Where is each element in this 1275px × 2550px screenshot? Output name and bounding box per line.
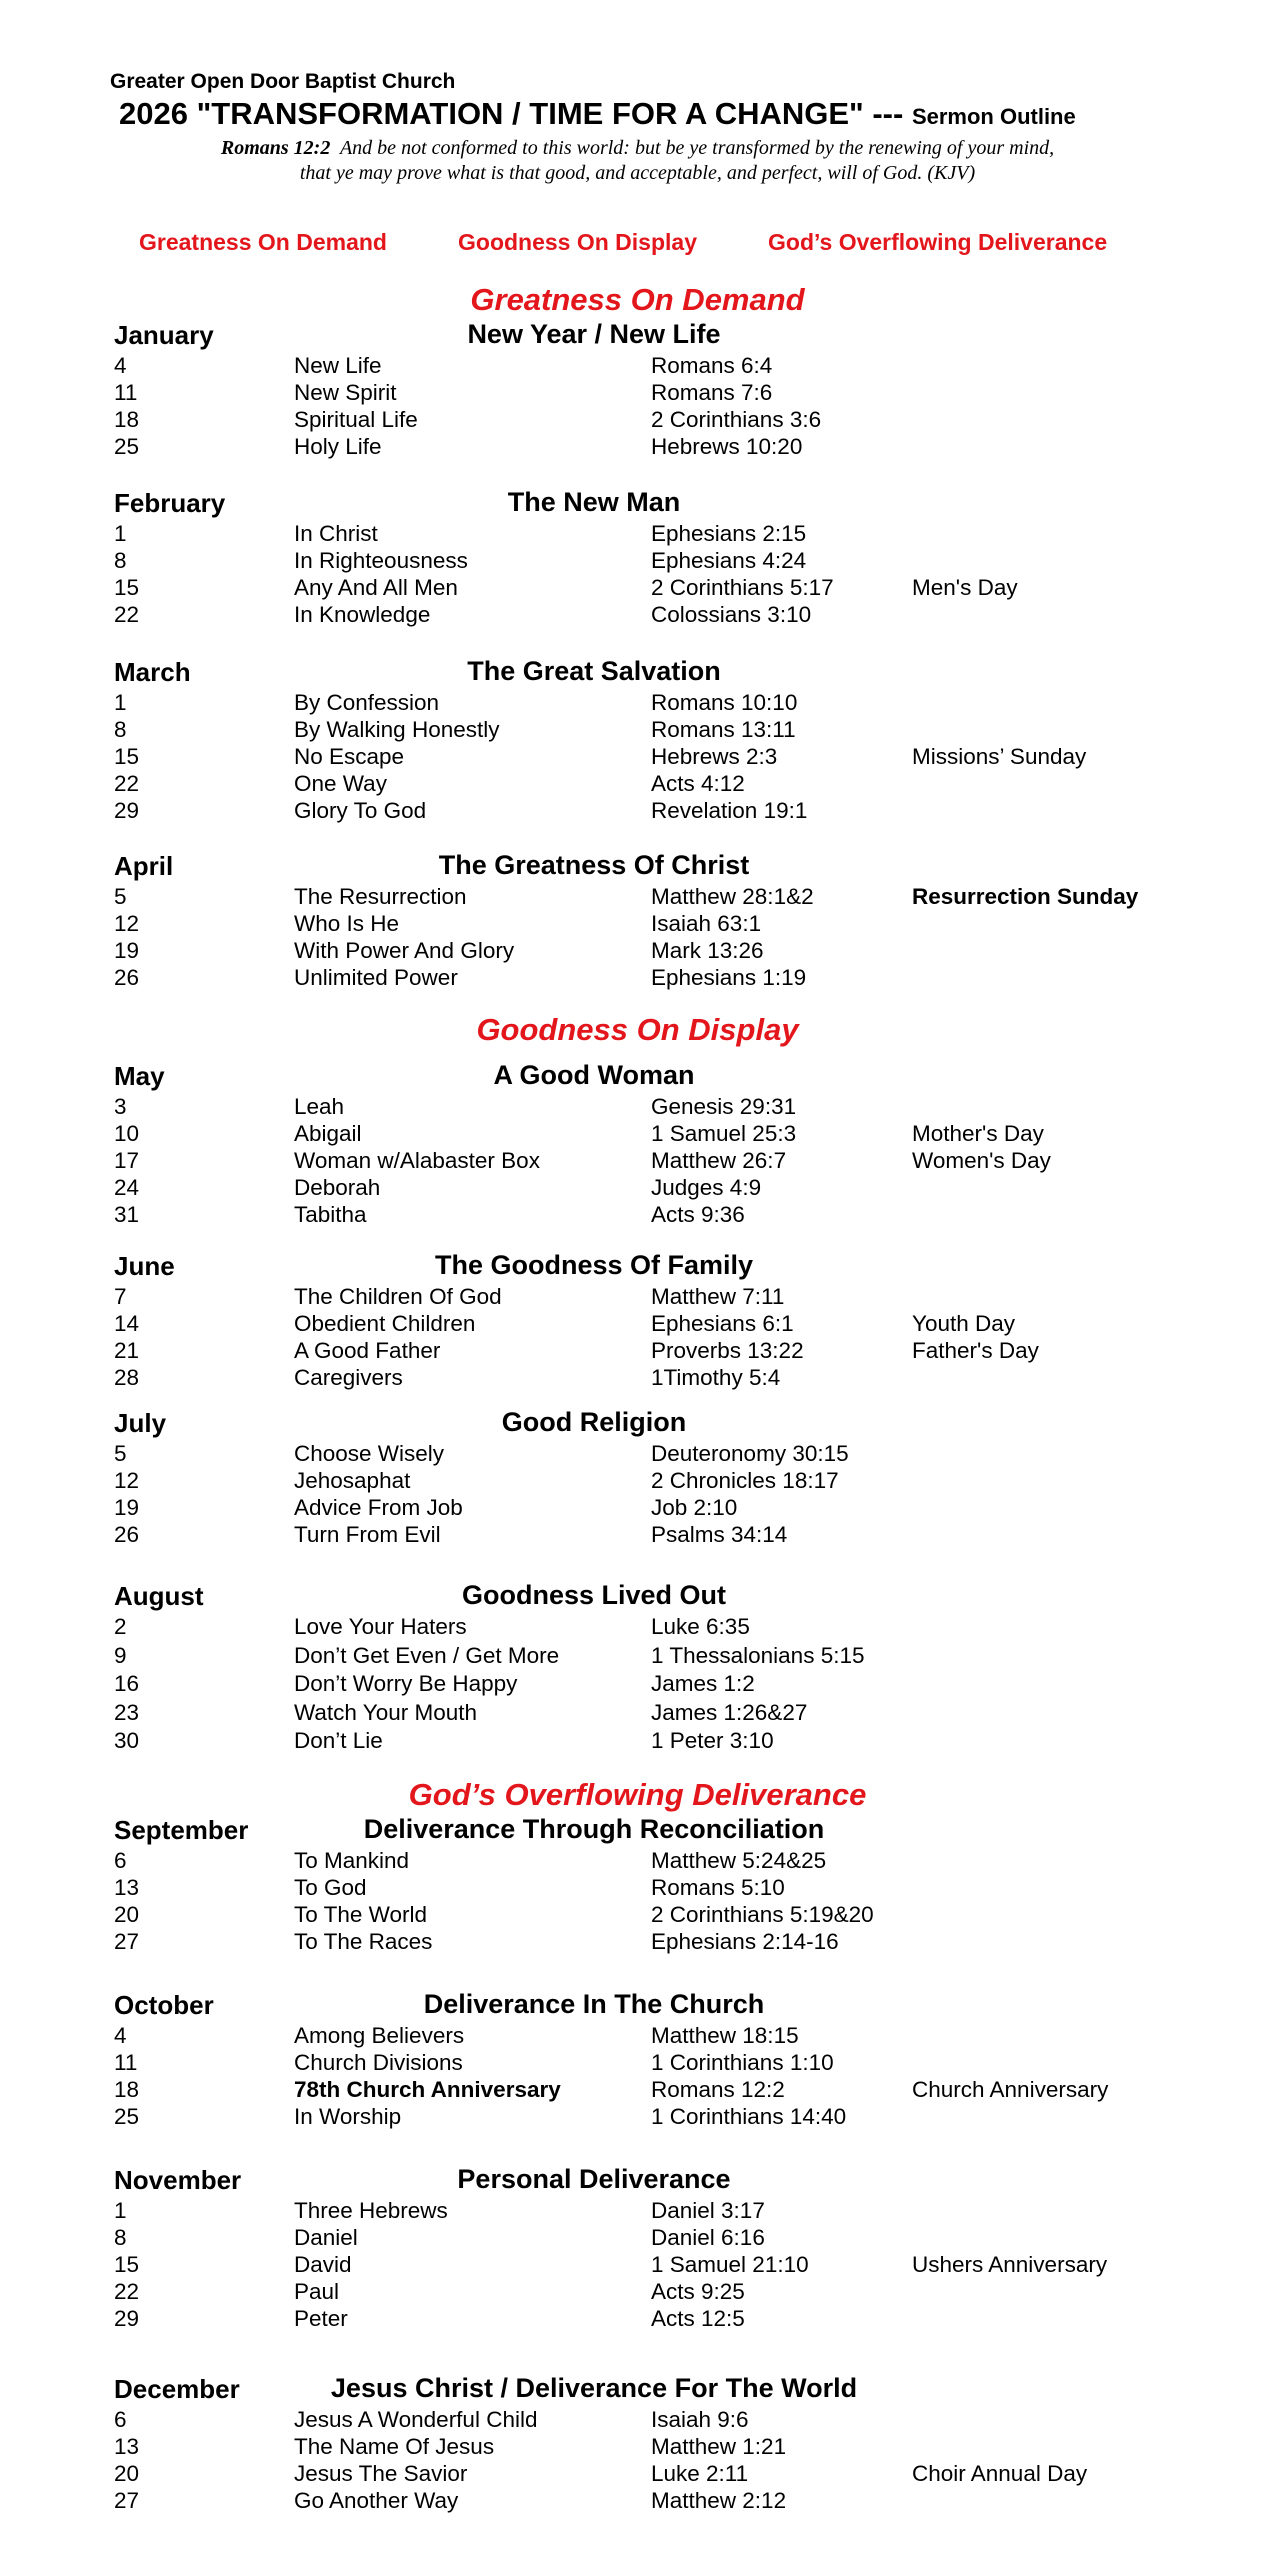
sermon-row	[0, 2049, 1275, 2076]
sermon-date: 10	[114, 1121, 140, 1146]
sermon-date: 15	[114, 575, 140, 600]
sermon-date: 4	[114, 2023, 127, 2048]
sermon-date: 6	[114, 1848, 127, 1873]
sermon-note: Women's Day	[912, 1148, 1051, 1173]
sermon-date: 26	[114, 1522, 140, 1547]
sermon-note: Father's Day	[912, 1338, 1039, 1363]
month-name: October	[114, 1990, 214, 2020]
sermon-date: 12	[114, 1468, 140, 1493]
sermon-date: 15	[114, 2252, 140, 2277]
sermon-date: 13	[114, 1875, 140, 1900]
sermon-row	[0, 2305, 1275, 2332]
sermon-topic: One Way	[294, 771, 387, 796]
sermon-date: 22	[114, 2279, 140, 2304]
sermon-date: 4	[114, 353, 127, 378]
sermon-scripture: 1 Peter 3:10	[651, 1728, 774, 1753]
sermon-scripture: Judges 4:9	[651, 1175, 762, 1200]
sermon-scripture: Deuteronomy 30:15	[651, 1441, 849, 1466]
sermon-topic: In Knowledge	[294, 602, 431, 627]
sermon-date: 15	[114, 744, 140, 769]
month-name: April	[114, 851, 174, 881]
sermon-date: 20	[114, 1902, 140, 1927]
sermon-row	[0, 1364, 1275, 1391]
sermon-date: 27	[114, 2488, 140, 2513]
sermon-scripture: Acts 9:25	[651, 2279, 745, 2304]
sermon-date: 30	[114, 1728, 140, 1753]
sermon-topic: Who Is He	[294, 911, 400, 936]
sermon-date: 22	[114, 771, 140, 796]
sermon-date: 8	[114, 2225, 127, 2250]
sermon-row	[0, 1670, 1275, 1697]
sermon-topic: Leah	[294, 1094, 345, 1119]
sermon-note: Ushers Anniversary	[912, 2252, 1108, 2277]
sermon-topic: Among Believers	[294, 2023, 465, 2048]
sermon-row	[0, 1310, 1275, 1337]
sermon-scripture: 2 Corinthians 5:17	[651, 575, 834, 600]
month-name: June	[114, 1251, 175, 1281]
sermon-scripture: Acts 9:36	[651, 1202, 745, 1227]
sermon-scripture: Mark 13:26	[651, 938, 764, 963]
sermon-scripture: 1 Samuel 25:3	[651, 1121, 797, 1146]
sermon-date: 29	[114, 2306, 140, 2331]
sermon-row	[0, 1440, 1275, 1467]
sermon-topic: Obedient Children	[294, 1311, 476, 1336]
sermon-scripture: Colossians 3:10	[651, 602, 812, 627]
sermon-scripture: Romans 13:11	[651, 717, 796, 742]
church-name: Greater Open Door Baptist Church	[110, 70, 456, 93]
sermon-date: 20	[114, 2461, 140, 2486]
sermon-scripture: Ephesians 2:15	[651, 521, 807, 546]
sermon-date: 8	[114, 548, 127, 573]
sermon-topic: In Christ	[294, 521, 378, 546]
sermon-scripture: Proverbs 13:22	[651, 1338, 804, 1363]
sermon-topic: To Mankind	[294, 1848, 410, 1873]
sermon-date: 25	[114, 434, 140, 459]
sermon-scripture: Matthew 1:21	[651, 2434, 787, 2459]
sermon-row	[0, 2278, 1275, 2305]
verse-text-1: And be not conformed to this world: but be ye transformed by the renewing of your mind,	[339, 137, 1055, 159]
sermon-date: 26	[114, 965, 140, 990]
sermon-scripture: Ephesians 1:19	[651, 965, 807, 990]
sermon-row	[0, 716, 1275, 743]
sermon-topic: Unlimited Power	[294, 965, 458, 990]
sermon-date: 25	[114, 2104, 140, 2129]
sermon-topic: Peter	[294, 2306, 348, 2331]
sermon-topic: Abigail	[294, 1121, 362, 1146]
sermon-date: 11	[114, 380, 138, 405]
sermon-row	[0, 2251, 1275, 2278]
month-name: July	[114, 1408, 167, 1438]
sermon-topic: Any And All Men	[294, 575, 458, 600]
sermon-scripture: 1 Corinthians 14:40	[651, 2104, 847, 2129]
sermon-row	[0, 406, 1275, 433]
sermon-row	[0, 1521, 1275, 1548]
sermon-date: 6	[114, 2407, 127, 2432]
sermon-scripture: Job 2:10	[651, 1495, 738, 1520]
month-name: September	[114, 1815, 249, 1845]
sermon-topic: By Walking Honestly	[294, 717, 500, 742]
sermon-topic: In Righteousness	[294, 548, 468, 573]
sermon-row	[0, 1494, 1275, 1521]
sermon-row	[0, 1874, 1275, 1901]
sermon-topic: Tabitha	[294, 1202, 367, 1227]
sermon-row	[0, 433, 1275, 460]
sermon-row	[0, 2103, 1275, 2130]
sermon-topic: Deborah	[294, 1175, 381, 1200]
sermon-row	[0, 1201, 1275, 1228]
sermon-scripture: Matthew 28:1&2	[651, 884, 814, 909]
sermon-topic: New Spirit	[294, 380, 397, 405]
sermon-row	[0, 352, 1275, 379]
sermon-topic: By Confession	[294, 690, 440, 715]
sermon-row	[0, 2433, 1275, 2460]
sermon-row	[0, 1120, 1275, 1147]
sermon-scripture: 1Timothy 5:4	[651, 1365, 781, 1390]
month-series-title: New Year / New Life	[467, 319, 721, 349]
sermon-date: 23	[114, 1699, 140, 1725]
sermon-row	[0, 2022, 1275, 2049]
sermon-row	[0, 1147, 1275, 1174]
sermon-row	[0, 2197, 1275, 2224]
sermon-scripture: Acts 4:12	[651, 771, 745, 796]
sermon-topic: Glory To God	[294, 798, 427, 823]
title-suffix: Sermon Outline	[911, 104, 1076, 129]
theme-2: Goodness On Display	[458, 229, 697, 255]
sermon-row	[0, 2076, 1275, 2103]
sermon-date: 19	[114, 1495, 140, 1520]
sermon-scripture: Isaiah 63:1	[651, 911, 762, 936]
sermon-row	[0, 770, 1275, 797]
sermon-topic: The Name Of Jesus	[294, 2434, 495, 2459]
month-series-title: Jesus Christ / Deliverance For The World	[330, 2373, 858, 2403]
sermon-topic: David	[294, 2252, 352, 2277]
sermon-date: 17	[114, 1148, 140, 1173]
page-title	[119, 96, 1076, 132]
sermon-date: 3	[114, 1094, 127, 1119]
sermon-row	[0, 1727, 1275, 1754]
month-name: March	[114, 657, 191, 687]
sermon-scripture: Matthew 5:24&25	[651, 1848, 827, 1873]
sermon-row	[0, 1847, 1275, 1874]
month-name: December	[114, 2374, 240, 2404]
section-heading-deliverance: God’s Overflowing Deliverance	[408, 1777, 867, 1812]
sermon-note: Men's Day	[912, 575, 1018, 600]
sermon-topic: Caregivers	[294, 1365, 403, 1390]
sermon-row	[0, 797, 1275, 824]
sermon-scripture: Luke 6:35	[651, 1614, 750, 1639]
sermon-topic: With Power And Glory	[294, 938, 515, 963]
sermon-scripture: Romans 6:4	[651, 353, 773, 378]
theme-3: God’s Overflowing Deliverance	[768, 229, 1108, 255]
title-text: 2026 "TRANSFORMATION / TIME FOR A CHANGE" ---	[119, 96, 904, 131]
sermon-topic: Watch Your Mouth	[294, 1699, 478, 1725]
sermon-date: 14	[114, 1311, 140, 1336]
sermon-scripture: 2 Corinthians 3:6	[651, 407, 822, 432]
sermon-row	[0, 910, 1275, 937]
sermon-row	[0, 574, 1275, 601]
sermon-topic: Jesus A Wonderful Child	[294, 2407, 538, 2432]
sermon-row	[0, 547, 1275, 574]
sermon-topic: Church Divisions	[294, 2050, 463, 2075]
month-name: January	[114, 320, 214, 350]
sermon-topic: Holy Life	[294, 434, 382, 459]
sermon-scripture: Genesis 29:31	[651, 1094, 797, 1119]
sermon-row	[0, 743, 1275, 770]
month-series-title: The Goodness Of Family	[434, 1250, 754, 1280]
sermon-date: 18	[114, 407, 140, 432]
sermon-date: 8	[114, 717, 127, 742]
month-series-title: Deliverance In The Church	[423, 1989, 765, 2019]
month-series-title: Goodness Lived Out	[461, 1580, 727, 1610]
sermon-date: 1	[114, 2198, 127, 2223]
sermon-topic: In Worship	[294, 2104, 402, 2129]
sermon-scripture: Hebrews 2:3	[651, 744, 778, 769]
sermon-scripture: Revelation 19:1	[651, 798, 808, 823]
month-name: August	[114, 1581, 204, 1611]
sermon-scripture: 2 Corinthians 5:19&20	[651, 1902, 874, 1927]
sermon-scripture: Romans 5:10	[651, 1875, 785, 1900]
sermon-scripture: Isaiah 9:6	[651, 2407, 749, 2432]
sermon-date: 31	[114, 1202, 140, 1227]
sermon-date: 13	[114, 2434, 140, 2459]
sermon-topic: Don’t Worry Be Happy	[294, 1671, 518, 1696]
sermon-topic: To The World	[294, 1902, 427, 1927]
sermon-topic: Woman w/Alabaster Box	[294, 1148, 540, 1173]
month-series-title: Deliverance Through Reconciliation	[363, 1814, 825, 1844]
sermon-topic: Jehosaphat	[294, 1468, 411, 1493]
sermon-scripture: 1 Samuel 21:10	[651, 2252, 809, 2277]
sermon-scripture: Romans 7:6	[651, 380, 773, 405]
sermon-topic: To The Races	[294, 1929, 433, 1954]
sermon-row	[0, 689, 1275, 716]
sermon-row	[0, 2224, 1275, 2251]
sermon-scripture: Matthew 2:12	[651, 2488, 787, 2513]
sermon-date: 27	[114, 1929, 140, 1954]
sermon-topic: Choose Wisely	[294, 1441, 445, 1466]
sermon-scripture: James 1:2	[651, 1671, 755, 1696]
sermon-scripture: Daniel 6:16	[651, 2225, 765, 2250]
sermon-scripture: Ephesians 2:14-16	[651, 1929, 839, 1954]
sermon-topic: Love Your Haters	[294, 1614, 467, 1639]
sermon-row	[0, 1928, 1275, 1955]
sermon-topic: Turn From Evil	[294, 1522, 441, 1547]
sermon-topic: The Resurrection	[294, 884, 467, 909]
sermon-row	[0, 1613, 1275, 1640]
sermon-date: 16	[114, 1671, 140, 1696]
month-series-title: The Greatness Of Christ	[438, 850, 750, 880]
sermon-scripture: 2 Chronicles 18:17	[651, 1468, 839, 1493]
sermon-date: 19	[114, 938, 140, 963]
sermon-date: 7	[114, 1284, 127, 1309]
sermon-row	[0, 883, 1275, 910]
sermon-date: 22	[114, 602, 140, 627]
sermon-scripture: Romans 10:10	[651, 690, 798, 715]
month-name: February	[114, 488, 226, 518]
sermon-topic: 78th Church Anniversary	[294, 2077, 561, 2102]
sermon-topic: No Escape	[294, 744, 405, 769]
sermon-date: 1	[114, 690, 127, 715]
sermon-date: 11	[114, 2050, 138, 2075]
sermon-topic: The Children Of God	[294, 1284, 502, 1309]
section-heading-goodness: Goodness On Display	[476, 1012, 799, 1047]
sermon-topic: To God	[294, 1875, 367, 1900]
sermon-topic: New Life	[294, 353, 382, 378]
sermon-topic: A Good Father	[294, 1338, 441, 1363]
sermon-date: 24	[114, 1175, 140, 1200]
month-name: May	[114, 1061, 165, 1091]
sermon-row	[0, 379, 1275, 406]
sermon-row	[0, 601, 1275, 628]
sermon-row	[0, 2406, 1275, 2433]
verse-line-2: that ye may prove what is that good, and acceptable, and perfect, will of God. (KJV)	[299, 162, 976, 184]
month-name: November	[114, 2165, 242, 2195]
sermon-note: Youth Day	[912, 1311, 1015, 1336]
sermon-row	[0, 2487, 1275, 2514]
sermon-row	[0, 964, 1275, 991]
month-series-title: The New Man	[507, 487, 681, 517]
sermon-note: Choir Annual Day	[912, 2461, 1088, 2486]
sermon-topic: Advice From Job	[294, 1495, 463, 1520]
sermon-topic: Spiritual Life	[294, 407, 418, 432]
sermon-scripture: Ephesians 6:1	[651, 1311, 794, 1336]
sermon-topic: Three Hebrews	[294, 2198, 448, 2223]
sermon-date: 9	[114, 1642, 127, 1668]
sermon-row	[0, 520, 1275, 547]
sermon-scripture: Psalms 34:14	[651, 1522, 788, 1547]
sermon-topic: Go Another Way	[294, 2488, 459, 2513]
sermon-date: 2	[114, 1614, 127, 1639]
sermon-topic: Don’t Get Even / Get More	[294, 1642, 560, 1668]
sermon-scripture: 1 Thessalonians 5:15	[651, 1642, 865, 1668]
sermon-scripture: Matthew 7:11	[651, 1284, 785, 1309]
sermon-date: 5	[114, 1441, 127, 1466]
sermon-topic: Paul	[294, 2279, 340, 2304]
sermon-scripture: 1 Corinthians 1:10	[651, 2050, 834, 2075]
sermon-note: Church Anniversary	[912, 2077, 1109, 2102]
sermon-row	[0, 1337, 1275, 1364]
sermon-scripture: Ephesians 4:24	[651, 548, 807, 573]
sermon-note: Mother's Day	[912, 1121, 1044, 1146]
sermon-date: 21	[114, 1338, 140, 1363]
sermon-topic: Jesus The Savior	[294, 2461, 468, 2486]
sermon-row	[0, 1901, 1275, 1928]
sermon-row	[0, 1283, 1275, 1310]
verse-ref: Romans 12:2	[220, 137, 331, 159]
sermon-row	[0, 1642, 1275, 1669]
verse-line-1	[0, 136, 1275, 160]
sermon-row	[0, 1467, 1275, 1494]
sermon-row	[0, 1093, 1275, 1120]
sermon-row	[0, 2460, 1275, 2487]
sermon-date: 12	[114, 911, 140, 936]
sermon-scripture: Acts 12:5	[651, 2306, 745, 2331]
month-series-title: Personal Deliverance	[457, 2164, 731, 2194]
sermon-scripture: Hebrews 10:20	[651, 434, 803, 459]
sermon-note: Resurrection Sunday	[912, 884, 1139, 909]
theme-1: Greatness On Demand	[139, 229, 387, 255]
sermon-row	[0, 1174, 1275, 1201]
sermon-date: 18	[114, 2077, 140, 2102]
sermon-scripture: Matthew 18:15	[651, 2023, 799, 2048]
sermon-date: 28	[114, 1365, 140, 1390]
sermon-date: 1	[114, 521, 127, 546]
sermon-date: 5	[114, 884, 127, 909]
sermon-note: Missions’ Sunday	[912, 744, 1087, 769]
month-series-title: Good Religion	[501, 1407, 687, 1437]
sermon-scripture: Daniel 3:17	[651, 2198, 765, 2223]
sermon-topic: Don’t Lie	[294, 1728, 383, 1753]
sermon-scripture: James 1:26&27	[651, 1699, 808, 1725]
month-series-title: The Great Salvation	[467, 656, 721, 686]
sermon-date: 29	[114, 798, 140, 823]
month-series-title: A Good Woman	[493, 1060, 695, 1090]
sermon-scripture: Matthew 26:7	[651, 1148, 787, 1173]
sermon-topic: Daniel	[294, 2225, 358, 2250]
sermon-scripture: Romans 12:2	[651, 2077, 785, 2102]
sermon-scripture: Luke 2:11	[651, 2461, 749, 2486]
sermon-row	[0, 1699, 1275, 1726]
sermon-row	[0, 937, 1275, 964]
section-heading-greatness: Greatness On Demand	[470, 282, 805, 317]
